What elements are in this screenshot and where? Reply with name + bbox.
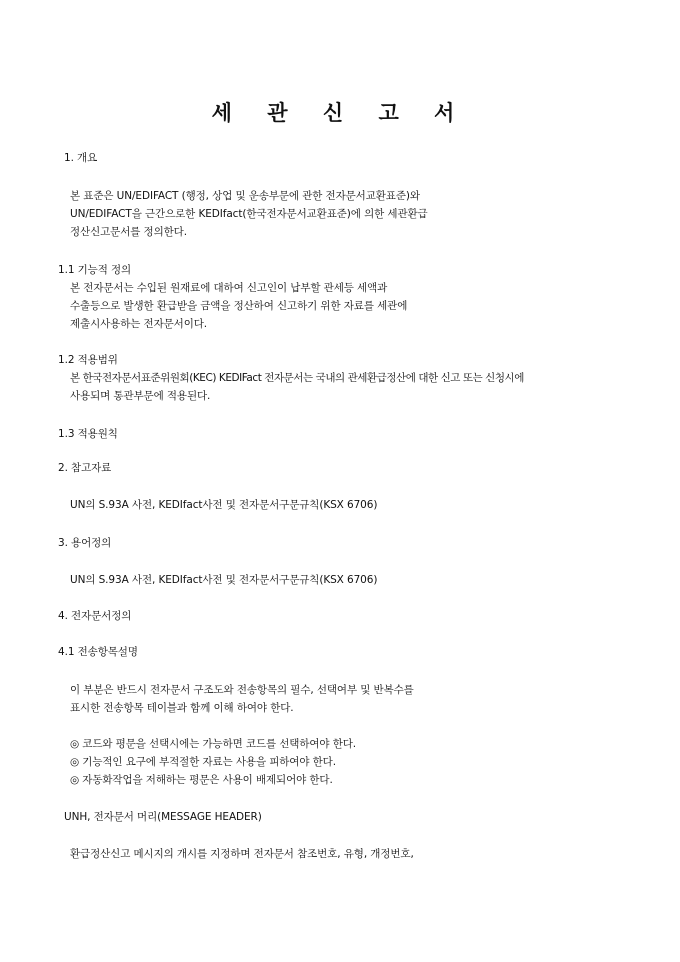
unh-body: 환급정산신고 메시지의 개시를 지정하며 전자문서 참조번호, 유형, 개정번호, [70,848,414,860]
document-title: 세 관 신 고 서 [211,101,469,125]
section-4-1-line: 이 부분은 반드시 전자문서 구조도와 전송항목의 필수, 선택여부 및 반복수를 [70,684,414,696]
section-1-1-heading: 1.1 기능적 정의 [58,264,132,276]
section-1-2-line: 본 한국전자문서표준위원회(KEC) KEDIFact 전자문서는 국내의 관세환급정산에 대한 신고 또는 신청시에 [70,372,524,384]
bullet-item: ◎ 기능적인 요구에 부적절한 자료는 사용을 피하여야 한다. [70,756,336,768]
section-4-1-heading: 4.1 전송항목설명 [58,646,138,658]
section-1-line: 본 표준은 UN/EDIFACT (행정, 상업 및 운송부문에 관한 전자문서교환표준)와 [70,190,420,202]
section-2-heading: 2. 참고자료 [58,462,112,474]
bullet-item: ◎ 자동화작업을 저해하는 평문은 사용이 배제되어야 한다. [70,774,333,786]
section-1-2-line: 사용되며 통관부문에 적용된다. [70,390,211,402]
section-3-body: UN의 S.93A 사전, KEDIfact사전 및 전자문서구문규칙(KSX 6706) [70,574,378,586]
section-1-1-line: 본 전자문서는 수입된 원재료에 대하여 신고인이 납부할 관세등 세액과 [70,282,388,294]
section-3-heading: 3. 용어정의 [58,537,112,549]
section-1-1-line: 수출등으로 발생한 환급받을 금액을 정산하여 신고하기 위한 자료를 세관에 [70,300,408,312]
section-1-line: UN/EDIFACT을 근간으로한 KEDIfact(한국전자문서교환표준)에 의한 세관환급 [70,208,428,220]
unh-heading: UNH, 전자문서 머리(MESSAGE HEADER) [64,811,262,823]
section-1-heading: 1. 개요 [64,152,98,164]
section-1-2-heading: 1.2 적용범위 [58,354,118,366]
section-2-body: UN의 S.93A 사전, KEDIfact사전 및 전자문서구문규칙(KSX 6706) [70,499,378,511]
section-1-line: 정산신고문서를 정의한다. [70,226,187,238]
section-1-1-line: 제출시사용하는 전자문서이다. [70,318,208,330]
section-1-3-heading: 1.3 적용원칙 [58,428,118,440]
section-4-1-line: 표시한 전송항목 테이블과 함께 이해 하여야 한다. [70,702,294,714]
section-4-heading: 4. 전자문서정의 [58,610,132,622]
bullet-item: ◎ 코드와 평문을 선택시에는 가능하면 코드를 선택하여야 한다. [70,738,357,750]
